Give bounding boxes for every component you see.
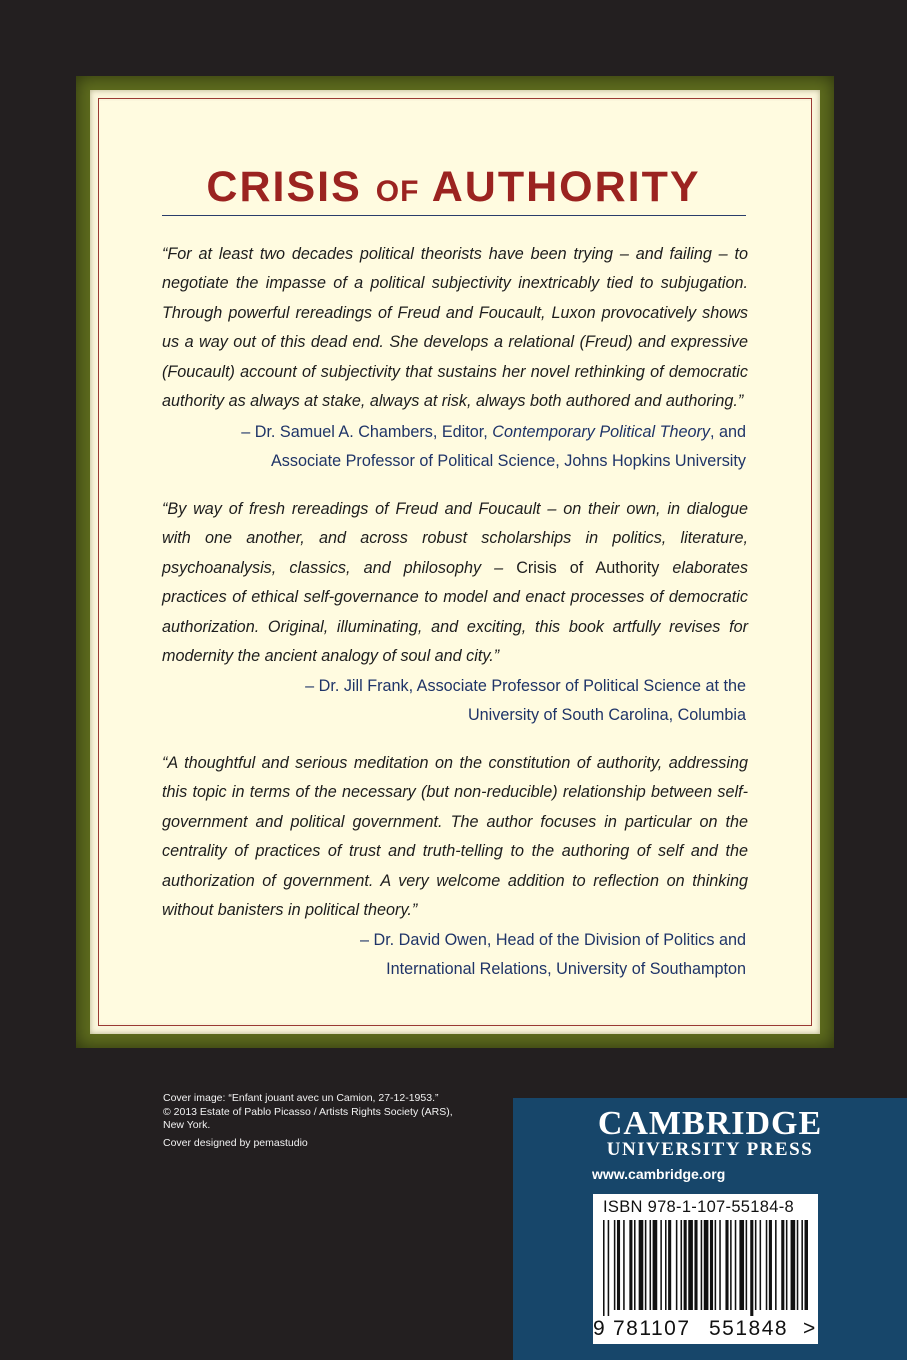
title-part-1: CRISIS (206, 163, 376, 211)
publisher-url[interactable]: www.cambridge.org (592, 1166, 726, 1182)
credits-line-3: New York. (163, 1119, 211, 1131)
barcode-bar (688, 1220, 693, 1310)
barcode-bar (645, 1220, 647, 1310)
attribution-1-line-2: Associate Professor of Political Science, Johns Hopkins University (270, 452, 746, 471)
barcode-bars (603, 1220, 808, 1316)
barcode-digit-first: 9 (593, 1317, 605, 1340)
barcode-bar (730, 1220, 732, 1310)
barcode-bar (739, 1220, 744, 1310)
barcode-bar (623, 1220, 625, 1310)
barcode-bar (760, 1220, 762, 1310)
barcode-bar (608, 1220, 610, 1316)
barcode-bar (694, 1220, 697, 1310)
isbn-text: ISBN 978-1-107-55184-8 (603, 1198, 794, 1216)
endorsement-attribution-2 (186, 672, 746, 731)
barcode-bar (791, 1220, 796, 1310)
attribution-2-line-2: University of South Carolina, Columbia (467, 706, 746, 725)
barcode-bar (603, 1220, 605, 1316)
barcode-bar (710, 1220, 713, 1310)
quote-2-book-title: Crisis of Authority (516, 558, 660, 577)
title-rule (162, 215, 746, 216)
barcode-bar (797, 1220, 799, 1310)
title-of: OF (375, 175, 420, 208)
barcode-bar (617, 1220, 620, 1310)
credits-line-4: Cover designed by pemastudio (163, 1136, 308, 1149)
attribution-3-line-2: International Relations, University of Southampton (386, 960, 746, 979)
barcode-bar (805, 1220, 809, 1310)
barcode-bar (660, 1220, 662, 1310)
barcode-bar (653, 1220, 658, 1310)
quote-2-text-b: elaborates practices of ethical self-governance to model and enact processes of democratic authorization. Original, illuminating, and exciting, this book artfully revises for modernity the ancient analogy of soul and city.” (162, 558, 748, 666)
barcode-bar (715, 1220, 717, 1310)
barcode-bar (639, 1220, 644, 1310)
endorsement-quote-1: “For at least two decades political theorists have been trying – and failing – to negotiate the impasse of a political subjectivity inextricably tied to subjugation. Through powerful rereadings of Freud and Foucault, Luxon provocatively shows us a way out of this dead end. She develops a relational (Freud) and expressive (Foucault) account of subjectivity that sustains her novel rethinking of democratic authority as always at stake, always at risk, always both authored and authoring.” (162, 245, 748, 411)
barcode-bar (775, 1220, 777, 1310)
quote-2-text-a: “By way of fresh rereadings of Freud and Foucault – on their own, in dialogue with one another, and across robust scholarships in politics, literature, psychoanalysis, classics, and philosophy – (162, 500, 748, 577)
barcode-bar (755, 1220, 757, 1310)
barcode-bar (614, 1220, 616, 1310)
attribution-3-line-1: – Dr. David Owen, Head of the Division of Politics and (360, 931, 746, 949)
barcode-bar (719, 1220, 721, 1310)
barcode-bar (766, 1220, 768, 1310)
barcode-digits-right: 551848 (709, 1317, 789, 1340)
attribution-1-journal: Contemporary Political Theory (492, 423, 710, 441)
barcode-bar (681, 1220, 683, 1310)
barcode-bar (676, 1220, 678, 1310)
barcode (593, 1194, 818, 1344)
barcode-bar (668, 1220, 671, 1310)
endorsement-quote-2 (162, 495, 748, 671)
barcode-bar (781, 1220, 784, 1310)
barcode-digits-left: 781107 (613, 1317, 691, 1340)
barcode-bar (786, 1220, 788, 1310)
barcode-bar (750, 1220, 753, 1316)
cover-credits (163, 1092, 503, 1150)
barcode-bar (769, 1220, 772, 1310)
endorsement-quote-3: “A thoughtful and serious meditation on the constitution of authority, addressing this topic in terms of the necessary (but non-reducible) relationship between self-government and political government. The author focuses in particular on the centrality of practices of trust and truth-telling to the authoring of self and the authorization of government. A very welcome addition to reflection on thinking without banisters in political theory.” (162, 754, 748, 920)
barcode-bar (746, 1220, 748, 1310)
barcode-bar (629, 1220, 632, 1310)
attribution-1-line-1b: , and (709, 423, 746, 441)
attribution-2-line-1: – Dr. Jill Frank, Associate Professor of Political Science at the (305, 677, 746, 695)
book-title (0, 162, 907, 217)
barcode-bar (684, 1220, 687, 1310)
barcode-bar (725, 1220, 728, 1310)
barcode-end-mark: > (803, 1317, 816, 1340)
publisher-name: CAMBRIDGE (597, 1105, 823, 1142)
barcode-bar (735, 1220, 737, 1310)
attribution-1-line-1a: – Dr. Samuel A. Chambers, Editor, (241, 423, 493, 441)
publisher-block (513, 1098, 907, 1360)
credits-line-1: Cover image: “Enfant jouant avec un Camion, 27-12-1953.” (163, 1092, 439, 1104)
endorsement-attribution-1 (186, 418, 746, 477)
publisher-press: UNIVERSITY PRESS (606, 1139, 814, 1160)
barcode-bar (665, 1220, 667, 1310)
barcode-bar (704, 1220, 709, 1310)
barcode-bar (650, 1220, 652, 1310)
endorsement-attribution-3 (186, 926, 746, 985)
title-part-2: AUTHORITY (419, 163, 701, 211)
barcode-bar (634, 1220, 636, 1310)
barcode-bar (701, 1220, 703, 1310)
barcode-bar (801, 1220, 803, 1310)
credits-line-2: © 2013 Estate of Pablo Picasso / Artists Rights Society (ARS), (163, 1105, 453, 1118)
